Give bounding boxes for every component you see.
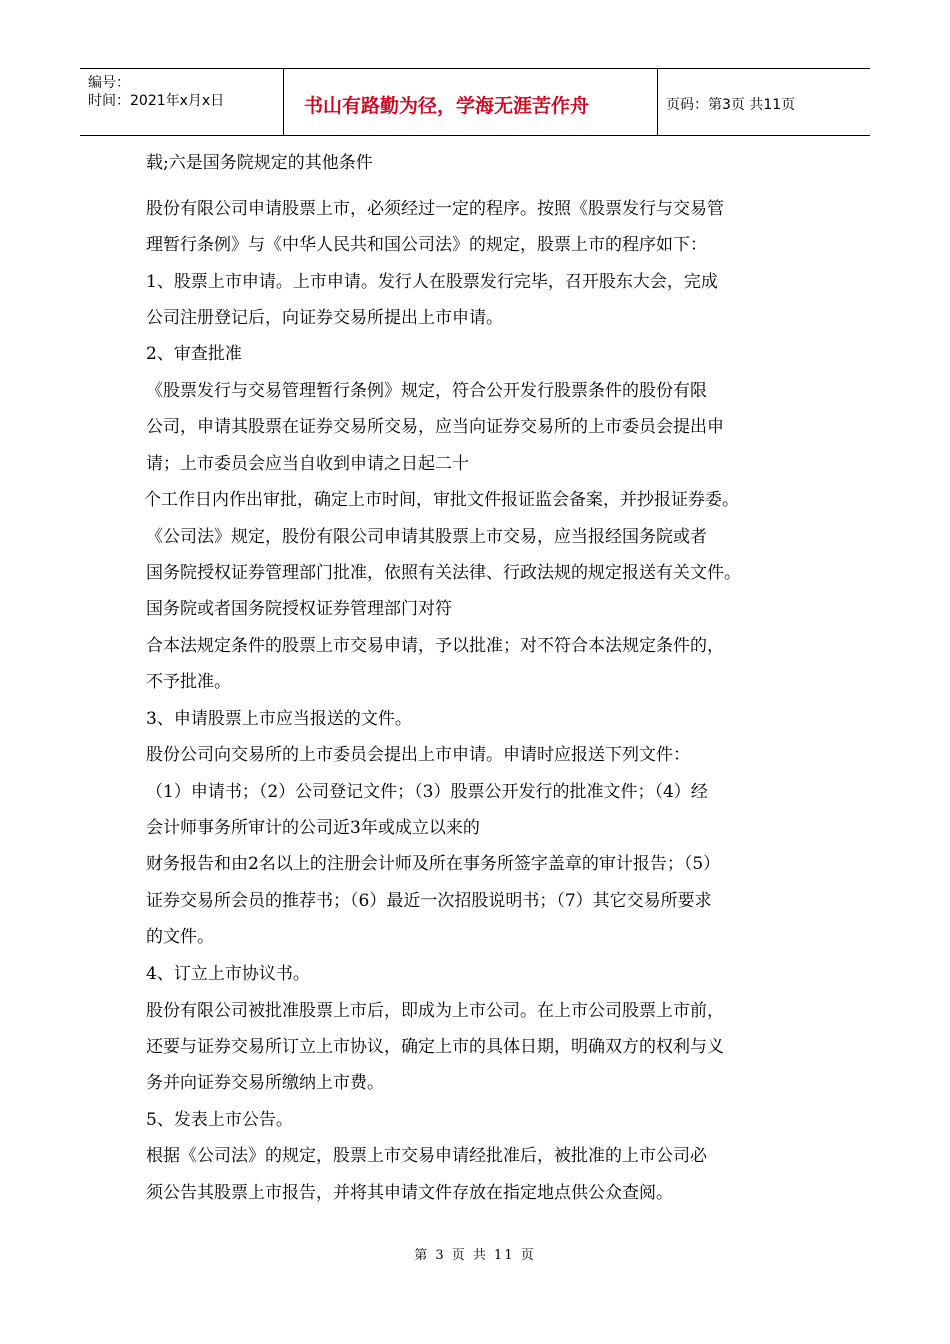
text-line: 1、股票上市申请。上市申请。发行人在股票发行完毕，召开股东大会，完成 (146, 272, 718, 292)
text-line: 国务院或者国务院授权证券管理部门对符 (146, 599, 452, 619)
text-line: 国务院授权证券管理部门批准，依照有关法律、行政法规的规定报送有关文件。 (146, 563, 741, 583)
text-line: 股份有限公司被批准股票上市后，即成为上市公司。在上市公司股票上市前， (146, 1001, 724, 1021)
text-line: 请；上市委员会应当自收到申请之日起二十 (146, 454, 469, 474)
document-number-label: 编号： (88, 75, 130, 91)
page-header (80, 68, 870, 136)
text-line: 公司注册登记后，向证券交易所提出上市申请。 (146, 308, 503, 328)
page-footer: 第 3 页 共 11 页 (414, 1248, 536, 1263)
text-line: 的文件。 (146, 927, 214, 947)
text-line: 合本法规定条件的股票上市交易申请，予以批准；对不符合本法规定条件的， (146, 636, 724, 656)
header-motto-cell (283, 69, 658, 135)
text-line: 理暂行条例》与《中华人民共和国公司法》的规定，股票上市的程序如下： (146, 235, 707, 255)
text-line: 《公司法》规定，股份有限公司申请其股票上市交易，应当报经国务院或者 (146, 527, 707, 547)
text-line: 《股票发行与交易管理暂行条例》规定，符合公开发行股票条件的股份有限 (146, 381, 707, 401)
text-line: 4、订立上市协议书。 (146, 964, 310, 984)
text-line: 个工作日内作出审批，确定上市时间，审批文件报证监会备案，并抄报证券委。 (144, 490, 739, 510)
text-line: 务并向证券交易所缴纳上市费。 (146, 1073, 384, 1093)
document-time-label: 时间：2021年x月x日 (88, 93, 225, 109)
text-line: 须公告其股票上市报告，并将其申请文件存放在指定地点供公众查阅。 (146, 1183, 673, 1203)
header-left-cell (80, 69, 283, 135)
text-line: （1）申请书；（2）公司登记文件；（3）股票公开发行的批准文件；（4）经 (146, 782, 708, 802)
text-line: 5、发表上市公告。 (146, 1110, 293, 1130)
text-line: 还要与证券交易所订立上市协议，确定上市的具体日期，明确双方的权利与义 (146, 1037, 724, 1057)
text-line: 股份有限公司申请股票上市，必须经过一定的程序。按照《股票发行与交易管 (146, 199, 724, 219)
header-page-info: 页码：第3页 共11页 (666, 97, 796, 113)
text-line: 3、申请股票上市应当报送的文件。 (146, 709, 412, 729)
text-line: 财务报告和由2名以上的注册会计师及所在事务所签字盖章的审计报告；（5） (146, 854, 721, 874)
text-line: 证券交易所会员的推荐书；（6）最近一次招股说明书；（7）其它交易所要求 (146, 891, 712, 911)
text-line: 不予批准。 (146, 672, 231, 692)
text-line: 公司，申请其股票在证券交易所交易，应当向证券交易所的上市委员会提出申 (146, 417, 724, 437)
text-line: 根据《公司法》的规定，股票上市交易申请经批准后，被批准的上市公司必 (146, 1146, 707, 1166)
text-line: 2、审查批准 (146, 344, 242, 364)
text-line: 股份公司向交易所的上市委员会提出上市申请。申请时应报送下列文件： (146, 745, 690, 765)
header-motto: 书山有路勤为径，学海无涯苦作舟 (304, 95, 590, 117)
text-line: 会计师事务所审计的公司近3年或成立以来的 (146, 818, 480, 838)
text-line: 载;六是国务院规定的其他条件 (146, 153, 373, 173)
